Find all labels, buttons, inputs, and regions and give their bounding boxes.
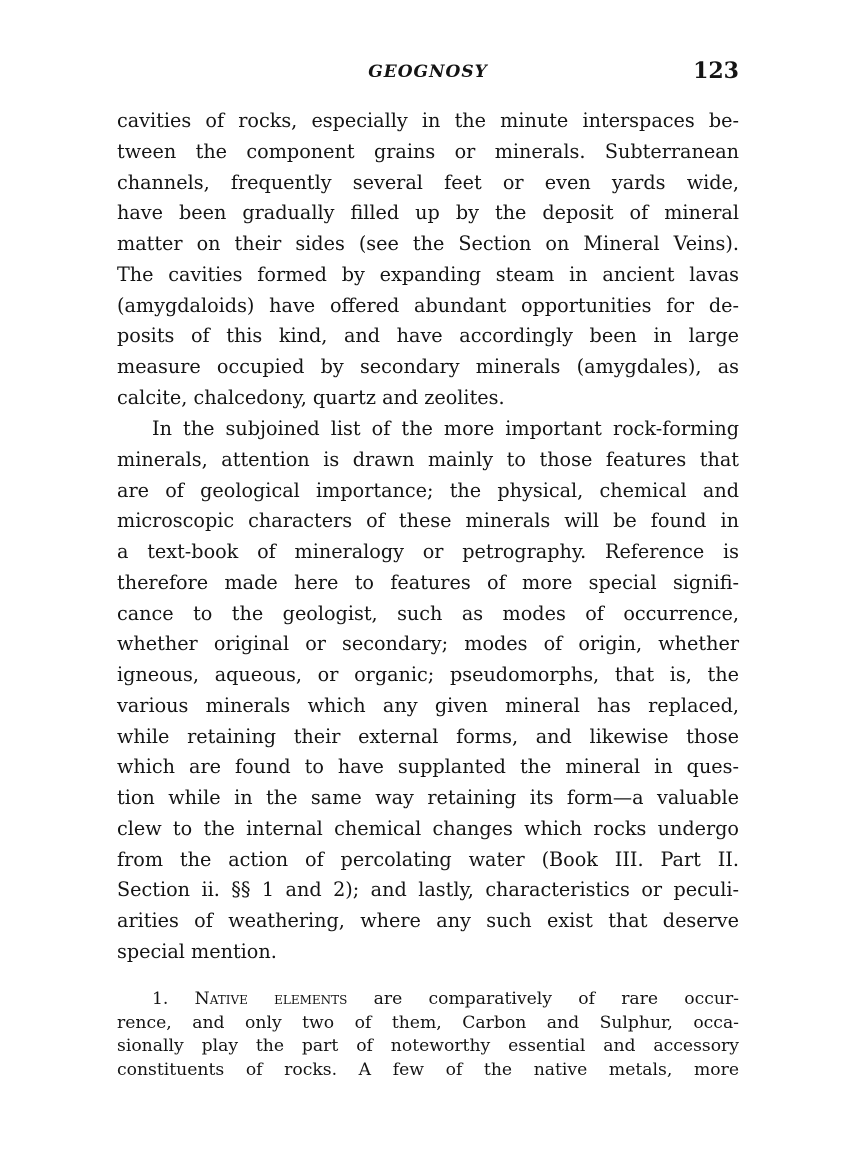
text-line <box>117 988 739 1012</box>
paragraph-continued <box>117 106 739 414</box>
text-line: have been gradually filled up by the deposit of mineral <box>117 201 739 225</box>
paragraph-rock-forming-minerals <box>117 414 739 968</box>
text-line: cance to the geologist, such as modes of occurrence, <box>117 601 739 625</box>
text-line: arities of weathering, where any such exist that deserve <box>117 909 739 932</box>
text-line: minerals, attention is drawn mainly to those features that <box>117 447 739 471</box>
running-title: GEOGNOSY <box>368 62 488 82</box>
text-line: sionally play the part of noteworthy essential and accessory <box>117 1036 739 1056</box>
text-line-rest: are comparatively of rare occur- <box>373 989 739 1009</box>
section-number: 1. <box>152 989 169 1009</box>
text-line: are of geological importance; the physical, chemical and <box>117 478 739 502</box>
text-line: calcite, chalcedony, quartz and zeolites. <box>117 385 505 409</box>
text-line: from the action of percolating water (Book III. Part II. <box>117 847 739 871</box>
text-line: tween the component grains or minerals. Subterranean <box>117 139 739 163</box>
paragraph-native-elements <box>117 988 739 1082</box>
section-heading: Native elements <box>194 989 348 1009</box>
text-line: cavities of rocks, especially in the minute interspaces be- <box>117 109 739 132</box>
text-line: measure occupied by secondary minerals (amygdales), as <box>117 355 739 378</box>
text-line: therefore made here to features of more special signifi- <box>117 570 739 594</box>
text-line: In the subjoined list of the more important rock-forming <box>152 417 739 440</box>
text-line: while retaining their external forms, and likewise those <box>117 724 739 748</box>
text-line: whether original or secondary; modes of origin, whether <box>117 632 739 656</box>
text-line: special mention. <box>117 939 277 963</box>
text-line: clew to the internal chemical changes which rocks undergo <box>117 816 739 840</box>
text-line: The cavities formed by expanding steam in ancient lavas <box>117 262 739 286</box>
text-line: (amygdaloids) have offered abundant opportunities for de- <box>117 293 739 317</box>
text-line: rence, and only two of them, Carbon and Sulphur, occa- <box>117 1012 739 1033</box>
text-line: tion while in the same way retaining its form—a valuable <box>117 786 739 809</box>
text-line: constituents of rocks. A few of the native metals, more <box>117 1059 739 1080</box>
text-line: igneous, aqueous, or organic; pseudomorphs, that is, the <box>117 663 739 686</box>
text-line: Section ii. §§ 1 and 2); and lastly, characteristics or peculi- <box>117 878 739 902</box>
text-line: matter on their sides (see the Section on Mineral Veins). <box>117 232 739 255</box>
running-head <box>117 58 739 88</box>
text-line: various minerals which any given mineral has replaced, <box>117 693 739 717</box>
text-line: which are found to have supplanted the mineral in ques- <box>117 755 739 779</box>
text-line: posits of this kind, and have accordingly been in large <box>117 324 739 348</box>
text-line: microscopic characters of these minerals will be found in <box>117 509 739 533</box>
text-line: a text-book of mineralogy or petrography. Reference is <box>117 540 739 563</box>
text-line: channels, frequently several feet or even yards wide, <box>117 170 739 194</box>
page-number: 123 <box>693 58 739 84</box>
